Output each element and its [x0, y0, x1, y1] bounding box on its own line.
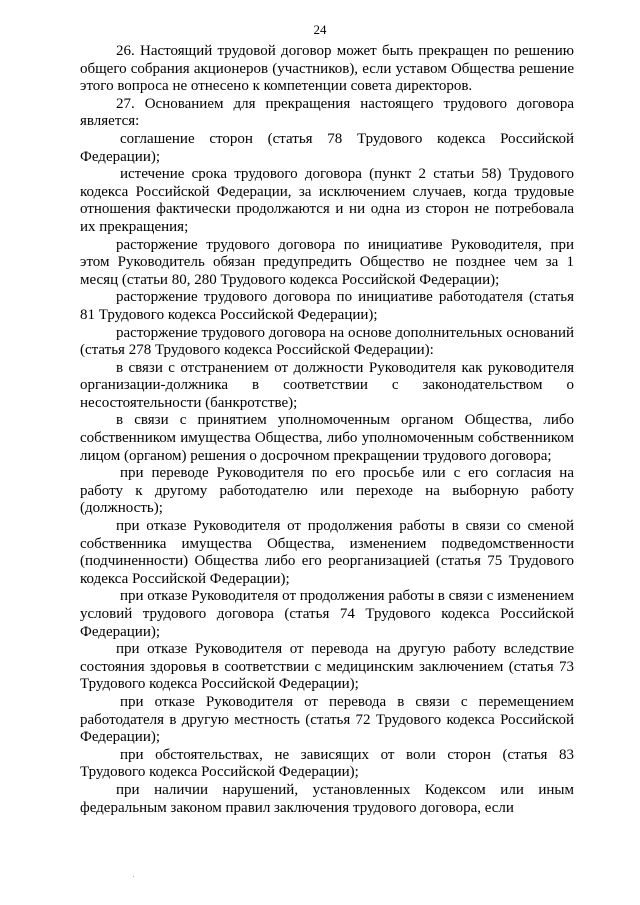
ground-relocation-refusal: при отказе Руководителя от перевода в связи с перемещением работодателя в другую местность (статья 72 Трудового кодекса Российской Федерации);	[80, 693, 574, 746]
contract-text	[80, 43, 574, 817]
ground-terms-change-refusal: при отказе Руководителя от продолжения работы в связи с изменением условий трудового договора (статья 74 Трудового кодекса Российской Федерации);	[80, 588, 574, 640]
ground-contract-violations: при наличии нарушений, установленных Кодексом или иным федеральным законом правил заключения трудового договора, если	[80, 781, 574, 816]
ground-circumstances: при обстоятельствах, не зависящих от воли сторон (статья 83 Трудового кодекса Российской Федерации);	[80, 746, 574, 781]
ground-additional-grounds: расторжение трудового договора на основе дополнительных оснований (статья 278 Трудового кодекса Российской Федерации):	[80, 324, 574, 359]
clause-26: 26. Настоящий трудовой договор может быть прекращен по решению общего собрания акционеров (участников), если уставом Общества решение этого вопроса не отнесено к компетенции совета директоров.	[80, 43, 574, 95]
ground-term-expiry: истечение срока трудового договора (пункт 2 статьи 58) Трудового кодекса Российской Федерации, за исключением случаев, когда трудовые отношения фактически продолжаются и ни одна из сторон не потребовала их прекращения;	[80, 166, 574, 235]
ground-removal-bankruptcy: в связи с отстранением от должности Руководителя как руководителя организации-должника в соответствии с законодательством о несостоятельности (банкротстве);	[80, 359, 574, 411]
ground-mutual-agreement: соглашение сторон (статья 78 Трудового кодекса Российской Федерации);	[80, 130, 574, 165]
ground-employer-initiative: расторжение трудового договора по инициативе работодателя (статья 81 Трудового кодекса Российской Федерации);	[80, 289, 574, 323]
ground-manager-initiative: расторжение трудового договора по инициативе Руководителя, при этом Руководитель обязан предупредить Общество не позднее чем за 1 месяц (статьи 80, 280 Трудового кодекса Российской Федерации);	[80, 236, 574, 288]
clause-27-intro: 27. Основанием для прекращения настоящего трудового договора является:	[80, 95, 574, 130]
ground-transfer: при переводе Руководителя по его просьбе или с его согласия на работу к другому работодателю или переходе на выборную работу (должность);	[80, 465, 574, 517]
scan-speck	[133, 876, 134, 877]
ground-health-transfer-refusal: при отказе Руководителя от перевода на другую работу вследствие состояния здоровья в соответствии с медицинским заключением (статья 73 Трудового кодекса Российской Федерации);	[80, 641, 574, 693]
page-number: 24	[313, 22, 327, 37]
ground-early-termination-decision: в связи с принятием уполномоченным органом Общества, либо собственником имущества Общества, либо уполномоченным собственником лицом (органом) решения о досрочном прекращении трудового договора;	[80, 412, 574, 464]
ground-owner-change-refusal: при отказе Руководителя от продолжения работы в связи со сменой собственника имущества Общества, изменением подведомственности (подчиненности) Общества либо его реорганизацией (статья 75 Трудового кодекса Российской Федерации);	[80, 518, 574, 587]
